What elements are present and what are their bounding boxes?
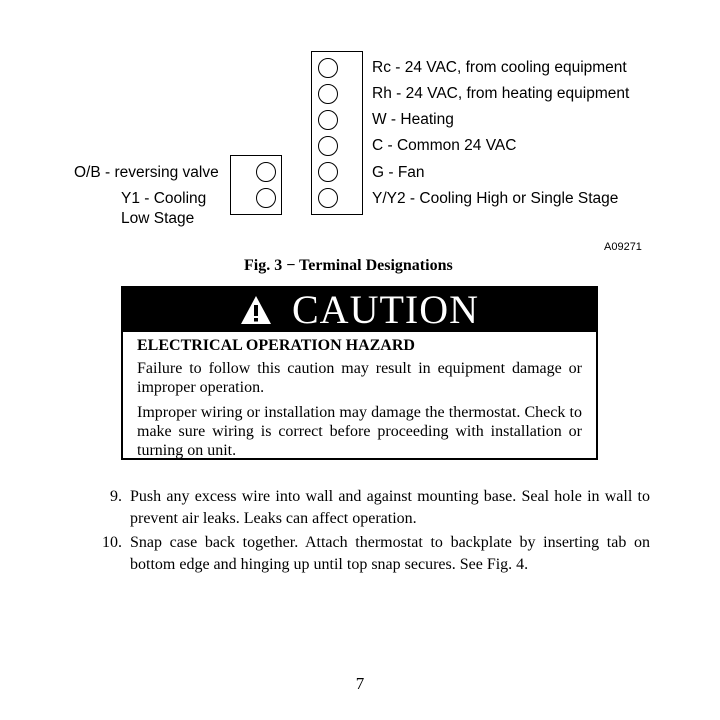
label-g: G - Fan [372, 164, 425, 181]
terminal-w-circle [318, 110, 338, 130]
label-rh: Rh - 24 VAC, from heating equipment [372, 85, 630, 102]
caution-box [121, 286, 598, 460]
caution-paragraph-2: Improper wiring or installation may damage the thermostat. Check to make sure wiring is correct before proceeding with installation or turning on unit. [137, 404, 582, 459]
caution-title: CAUTION [292, 287, 479, 332]
label-ob: O/B - reversing valve [74, 164, 219, 181]
caution-body [123, 332, 596, 460]
terminal-y2-circle [318, 188, 338, 208]
terminal-rc-circle [318, 58, 338, 78]
terminal-g-circle [318, 162, 338, 182]
step-9 [80, 486, 650, 530]
terminal-rh-circle [318, 84, 338, 104]
label-y1-line1: Y1 - Cooling [121, 190, 207, 207]
label-y1-line2: Low Stage [121, 210, 195, 227]
label-c: C - Common 24 VAC [372, 137, 517, 154]
terminal-y1-circle [256, 188, 276, 208]
instruction-steps [80, 486, 650, 578]
caution-header [123, 288, 596, 332]
hazard-heading: ELECTRICAL OPERATION HAZARD [137, 337, 415, 354]
step-number: 10. [102, 534, 122, 551]
page-number: 7 [355, 674, 365, 693]
figure-code: A09271 [604, 241, 642, 253]
secondary-terminal-block [230, 155, 282, 215]
step-text: Push any excess wire into wall and against mounting base. Seal hole in wall to prevent air leaks. Leaks can affect operation. [130, 488, 650, 527]
label-w: W - Heating [372, 111, 454, 128]
step-number: 9. [110, 488, 122, 505]
caution-paragraph-1: Failure to follow this caution may result in equipment damage or improper operation. [137, 360, 582, 396]
label-y2: Y/Y2 - Cooling High or Single Stage [372, 190, 619, 207]
step-10 [80, 532, 650, 576]
figure-caption: Fig. 3 − Terminal Designations [244, 257, 453, 274]
terminal-ob-circle [256, 162, 276, 182]
warning-triangle-icon [240, 294, 272, 326]
terminal-c-circle [318, 136, 338, 156]
step-text: Snap case back together. Attach thermostat to backplate by inserting tab on bottom edge and hinging up until top snap secures. See Fig. 4. [130, 534, 650, 573]
label-rc: Rc - 24 VAC, from cooling equipment [372, 59, 627, 76]
main-terminal-block [311, 51, 363, 215]
